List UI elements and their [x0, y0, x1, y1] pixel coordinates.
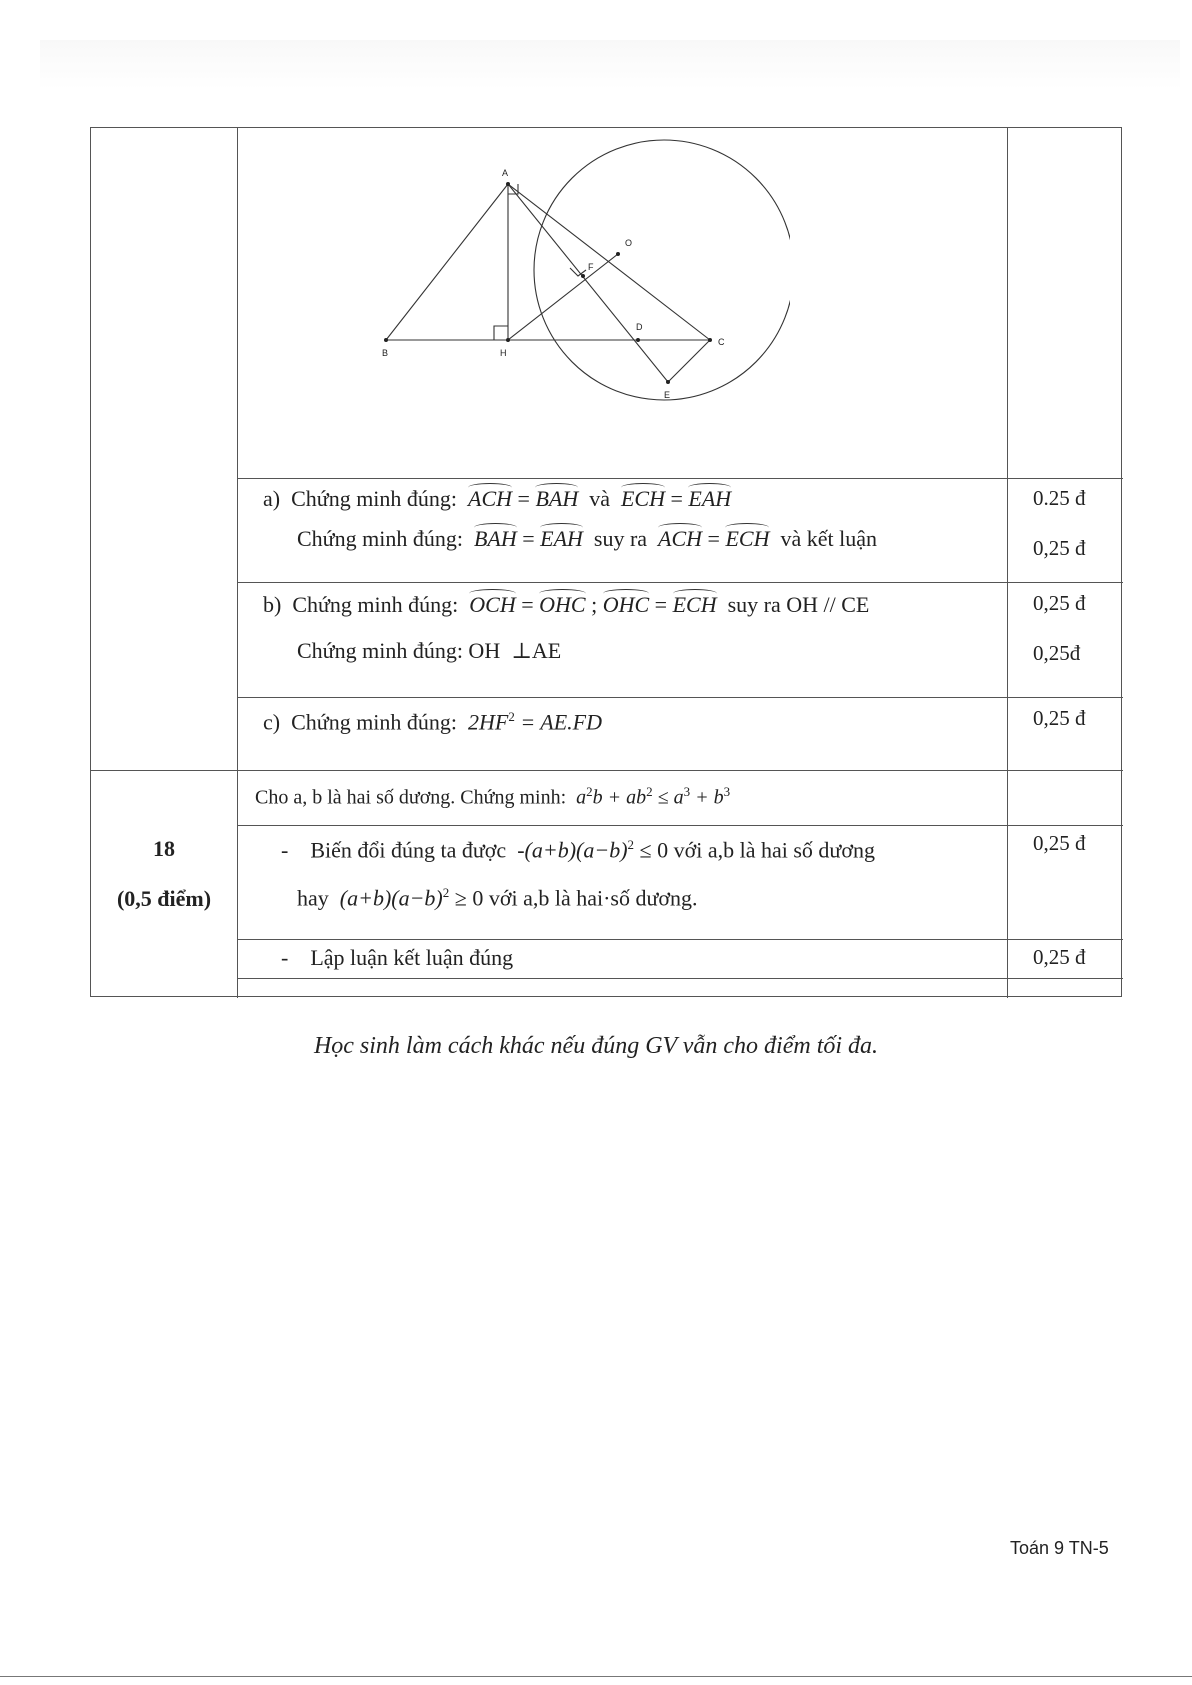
step1-line1: - Biến đổi đúng ta được $-(a+b)(a-b)^2 \le 0$ với a,b là hai số dương: [281, 837, 875, 863]
part-b-line1: b) Chứng minh đúng: OCH = OHC ; OHC = ECH suy ra OH // CE: [263, 592, 870, 617]
label-h: H: [500, 348, 507, 358]
segment-ho: [508, 254, 618, 340]
col-divider-1: [237, 128, 238, 998]
question-number: 18: [153, 836, 175, 861]
step1-line2: hay $(a+b)(a-b)^2 \ge 0$ với a,b là hai·số dương.: [297, 885, 698, 911]
row-divider-a: [237, 582, 1123, 583]
right-angle-h: [494, 326, 508, 340]
label-a: A: [502, 168, 509, 178]
part-a-line2: Chứng minh đúng: BAH = EAH suy ra ACH = ECH và kết luận: [297, 526, 877, 551]
row-divider-prompt: [237, 825, 1123, 826]
score-step2: 0,25 đ: [1033, 945, 1086, 969]
label-c: C: [718, 337, 725, 347]
segment-ba: [386, 184, 508, 340]
label-e: E: [664, 390, 671, 400]
row-divider-step1: [237, 939, 1123, 940]
col-divider-2: [1007, 128, 1008, 998]
row-divider-b: [237, 697, 1123, 698]
segment-ae: [508, 184, 668, 382]
part-b-line2: Chứng minh đúng: OH ⊥AE: [297, 638, 562, 663]
footer-note: Học sinh làm cách khác nếu đúng GV vẫn cho điểm tối đa.: [313, 1033, 879, 1059]
row-divider-c: [91, 770, 1123, 771]
score-c1: 0,25 đ: [1033, 706, 1086, 730]
score-a2: 0,25 đ: [1033, 536, 1086, 560]
score-a1: 0.25 đ: [1033, 486, 1086, 510]
part-c-line1: c) Chứng minh đúng: $2HF^2 = AE.FD$: [263, 709, 603, 735]
score-b2: 0,25đ: [1033, 641, 1081, 665]
bottom-rule: [0, 1676, 1192, 1677]
label-d: D: [636, 322, 643, 332]
score-b1: 0,25 đ: [1033, 591, 1086, 615]
row-divider-step2: [237, 978, 1123, 979]
geometry-diagram: [370, 130, 790, 410]
part-a-line1: a) Chứng minh đúng: ACH = BAH và ECH = EAH: [263, 486, 732, 511]
score-step1: 0,25 đ: [1033, 831, 1086, 855]
segment-ec: [668, 340, 710, 382]
label-b: B: [382, 348, 389, 358]
label-f: F: [588, 262, 594, 272]
question-prompt: Cho a, b là hai số dương. Chứng minh: $a^2b + ab^2 \le a^3 + b^3$: [255, 784, 731, 809]
label-o: O: [625, 238, 633, 248]
scan-shadow: [40, 40, 1180, 90]
row-divider-diagram: [237, 478, 1123, 479]
question-points: (0,5 điểm): [116, 886, 212, 911]
step2-line: - Lập luận kết luận đúng: [281, 945, 514, 970]
page-code: Toán 9 TN-5: [1010, 1538, 1109, 1558]
